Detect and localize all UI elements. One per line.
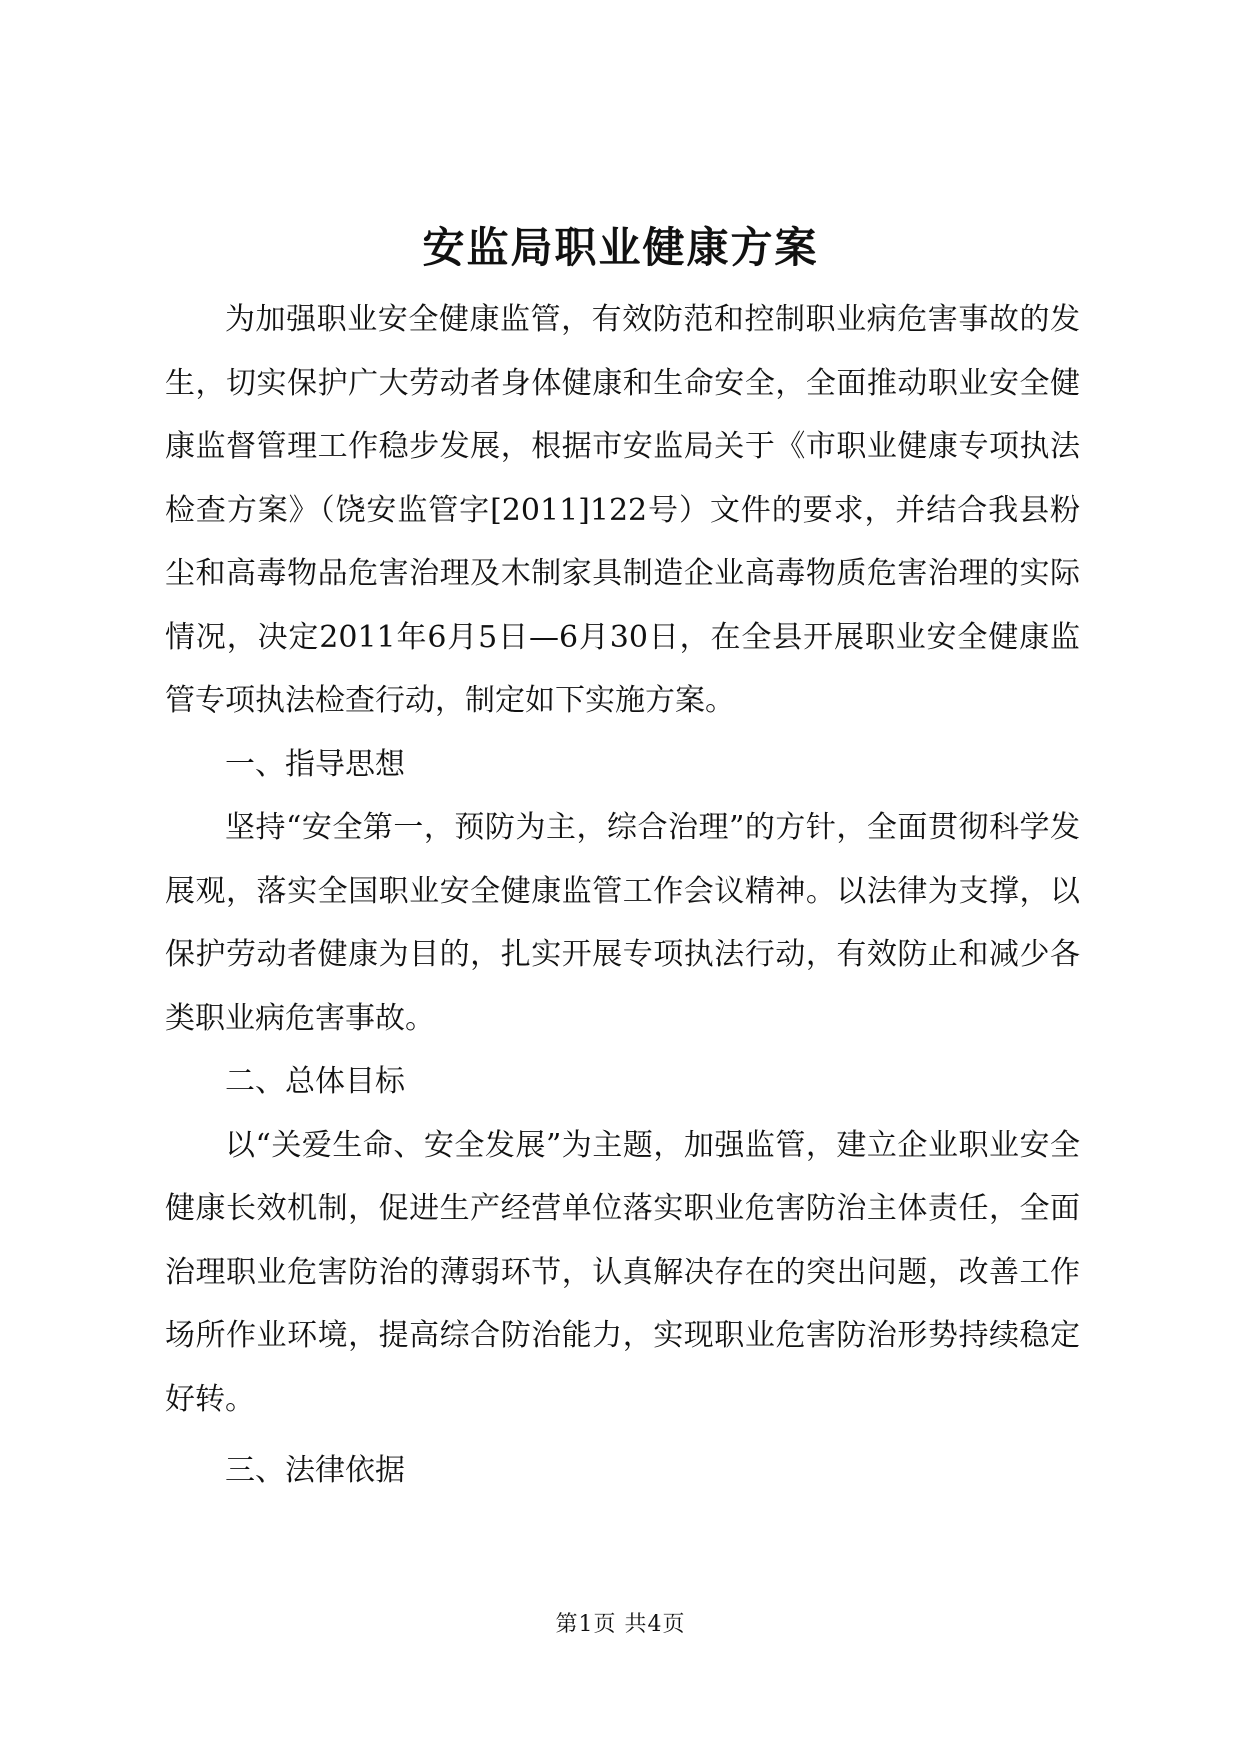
- page-footer: 第1页 共4页: [555, 1612, 686, 1637]
- paragraph-intro: 为加强职业安全健康监管，有效防范和控制职业病危害事故的发生，切实保护广大劳动者身体健康和生命安全，全面推动职业安全健康监督管理工作稳步发展，根据市安监局关于《市职业健康专项执法检查方案》（饶安监管字[2011]122号）文件的要求，并结合我县粉尘和高毒物品危害治理及木制家具制造企业高毒物质危害治理的实际情况，决定2011年6月5日—6月30日，在全县开展职业安全健康监管专项执法检查行动，制定如下实施方案。: [165, 302, 1080, 718]
- section-heading-legal-basis: 三、法律依据: [225, 1453, 405, 1488]
- section-heading-guiding-ideology: 一、指导思想: [225, 746, 405, 782]
- section-heading-overall-goal: 二、总体目标: [225, 1064, 405, 1099]
- document-title: 安监局职业健康方案: [422, 223, 819, 272]
- document-body: [165, 288, 1080, 1503]
- paragraph-overall-goal: 以“关爱生命、安全发展”为主题，加强监管，建立企业职业安全健康长效机制，促进生产经营单位落实职业危害防治主体责任，全面治理职业危害防治的薄弱环节，认真解决存在的突出问题，改善工作场所作业环境，提高综合防治能力，实现职业危害防治形势持续稳定好转。: [165, 1127, 1080, 1417]
- paragraph-guiding-ideology: 坚持“安全第一，预防为主，综合治理”的方针，全面贯彻科学发展观，落实全国职业安全健康监管工作会议精神。以法律为支撑，以保护劳动者健康为目的，扎实开展专项执法行动，有效防止和减少各类职业病危害事故。: [165, 810, 1080, 1036]
